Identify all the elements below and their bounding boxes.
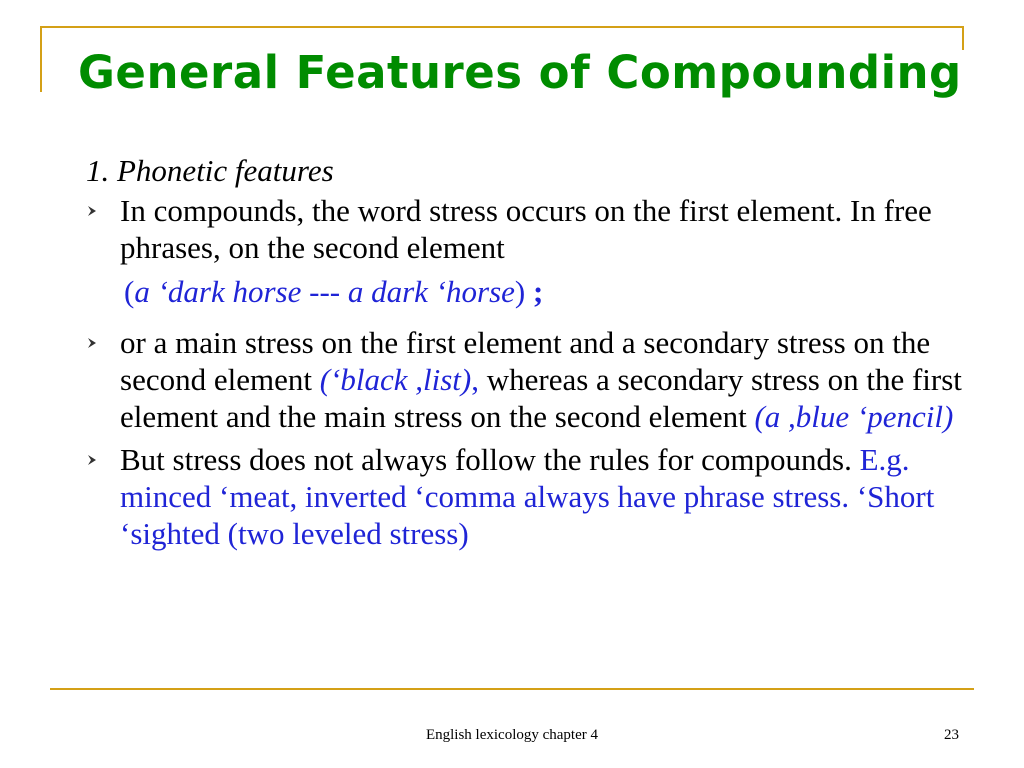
text-segment: ( xyxy=(124,274,135,309)
example-line xyxy=(84,270,984,314)
section-heading: 1. Phonetic features xyxy=(86,153,334,188)
text-segment: or a main stress on the first element and a secondary stress on the second element xyxy=(120,325,931,397)
bullet-text xyxy=(120,325,962,434)
text-segment: But stress does not always follow the rules for compounds. xyxy=(120,442,860,477)
text-segment: (‘black ,list) xyxy=(319,362,472,397)
bullet-text xyxy=(120,193,932,265)
text-segment: ) xyxy=(514,274,533,309)
footer-text: English lexicology chapter 4 xyxy=(425,727,599,743)
bullet-item-1 xyxy=(84,192,984,266)
text-segment: In compounds, the word stress occurs on the first element. In free phrases, on the second element xyxy=(120,193,932,265)
text-segment: , xyxy=(471,362,487,397)
footer-rule xyxy=(50,688,974,690)
slide-content xyxy=(84,152,984,552)
chevron-right-icon xyxy=(84,324,100,361)
frame-right-rule xyxy=(962,26,964,50)
text-segment: whereas a secondary stress on the first element and the main stress on the second element xyxy=(120,362,962,434)
text-segment: (a ,blue ‘pencil) xyxy=(754,399,954,434)
bullet-text xyxy=(120,442,934,551)
bullet-item-2 xyxy=(84,324,984,435)
text-segment: a dark ‘horse xyxy=(347,274,515,309)
frame-top-rule xyxy=(40,26,964,28)
text-segment: ; xyxy=(532,274,544,309)
chevron-right-icon xyxy=(84,441,100,478)
slide-title: General Features of Compounding xyxy=(78,46,962,99)
text-segment: --- xyxy=(301,274,348,309)
frame-left-rule xyxy=(40,26,42,92)
page-number: 23 xyxy=(944,727,959,743)
chevron-right-icon xyxy=(84,192,100,229)
bullet-item-3 xyxy=(84,441,984,552)
text-segment: E.g. minced ‘meat, inverted ‘comma always have phrase stress. ‘Short ‘sighted (two leveled stress) xyxy=(120,442,935,551)
text-segment: a ‘dark horse xyxy=(134,274,302,309)
